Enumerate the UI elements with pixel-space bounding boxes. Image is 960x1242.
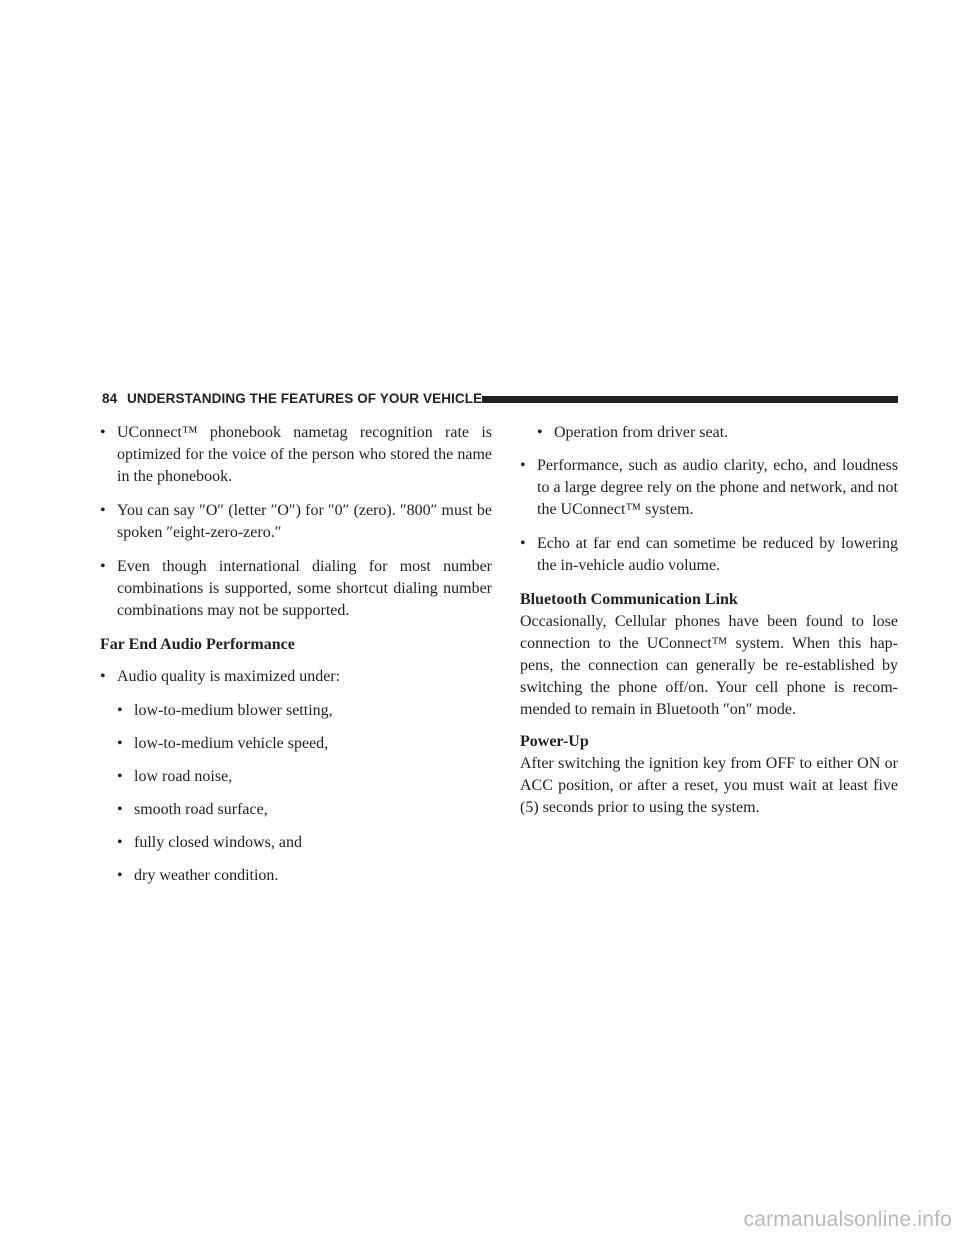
bullet-icon: • xyxy=(100,668,106,685)
bullet-icon: • xyxy=(520,535,526,552)
sub-list-item: • fully closed windows, and xyxy=(117,832,492,854)
far-end-heading: Far End Audio Performance xyxy=(100,636,295,653)
bullet-icon: • xyxy=(520,457,526,474)
sub-list-item: • Operation from driver seat. xyxy=(537,422,898,444)
powerup-paragraph: After switching the ignition key from OFF to either ON or ACC position, or after a reset, you must wait at least five (5) seconds prior to using the system. xyxy=(520,755,898,816)
list-item: • You can say ″O″ (letter ″O″) for ″0″ (zero). ″800″ must be spoken ″eight-zero-zero.″ xyxy=(100,502,492,541)
bullet-icon: • xyxy=(117,702,123,719)
bullet-icon: • xyxy=(117,768,123,785)
bullet-icon: • xyxy=(117,867,123,884)
list-item: • Even though international dialing for most number combinations is supported, some shortcut dialing number combinations may not be supported. xyxy=(100,558,492,619)
sub-list-item: • smooth road surface, xyxy=(117,799,492,821)
bullet-icon: • xyxy=(537,424,543,441)
list-item: • Audio quality is maximized under: xyxy=(100,666,492,688)
bullet-icon: • xyxy=(100,424,106,441)
list-item: • UConnect™ phonebook nametag recognition rate is optimized for the voice of the person who stored the name in the phonebook. xyxy=(100,424,492,485)
sub-list-item: • low-to-medium blower setting, xyxy=(117,700,492,722)
right-column xyxy=(520,422,898,829)
watermark: carmanualsonline.info xyxy=(743,1208,952,1231)
bullet-icon: • xyxy=(100,558,106,575)
sub-list-item: • low-to-medium vehicle speed, xyxy=(117,733,492,755)
sub-list-item: • low road noise, xyxy=(117,766,492,788)
bullet-icon: • xyxy=(117,735,123,752)
bullet-icon: • xyxy=(117,834,123,851)
header-rule xyxy=(482,396,898,403)
bullet-icon: • xyxy=(117,801,123,818)
list-item: • Echo at far end can sometime be reduced by lowering the in-vehicle audio volume. xyxy=(520,535,898,574)
list-item: • Performance, such as audio clarity, echo, and loudness to a large degree rely on the phone and network, and not the UConnect™ system. xyxy=(520,457,898,518)
sub-list-item: • dry weather condition. xyxy=(117,865,492,887)
section-title: UNDERSTANDING THE FEATURES OF YOUR VEHICLE xyxy=(127,391,483,406)
powerup-heading: Power-Up xyxy=(520,733,589,750)
page-header xyxy=(102,389,898,411)
bluetooth-heading: Bluetooth Communication Link xyxy=(520,591,738,608)
left-column xyxy=(100,422,492,898)
bluetooth-paragraph: Occasionally, Cellular phones have been found to lose connection to the UConnect™ system. When this hap-pens, the connection can generally be re-established by switching the phone off/on. Your cell phone is recom-mended to remain in Bluetooth ″on″ mode. xyxy=(520,613,898,718)
bullet-icon: • xyxy=(100,502,106,519)
page-number: 84 xyxy=(102,391,118,406)
